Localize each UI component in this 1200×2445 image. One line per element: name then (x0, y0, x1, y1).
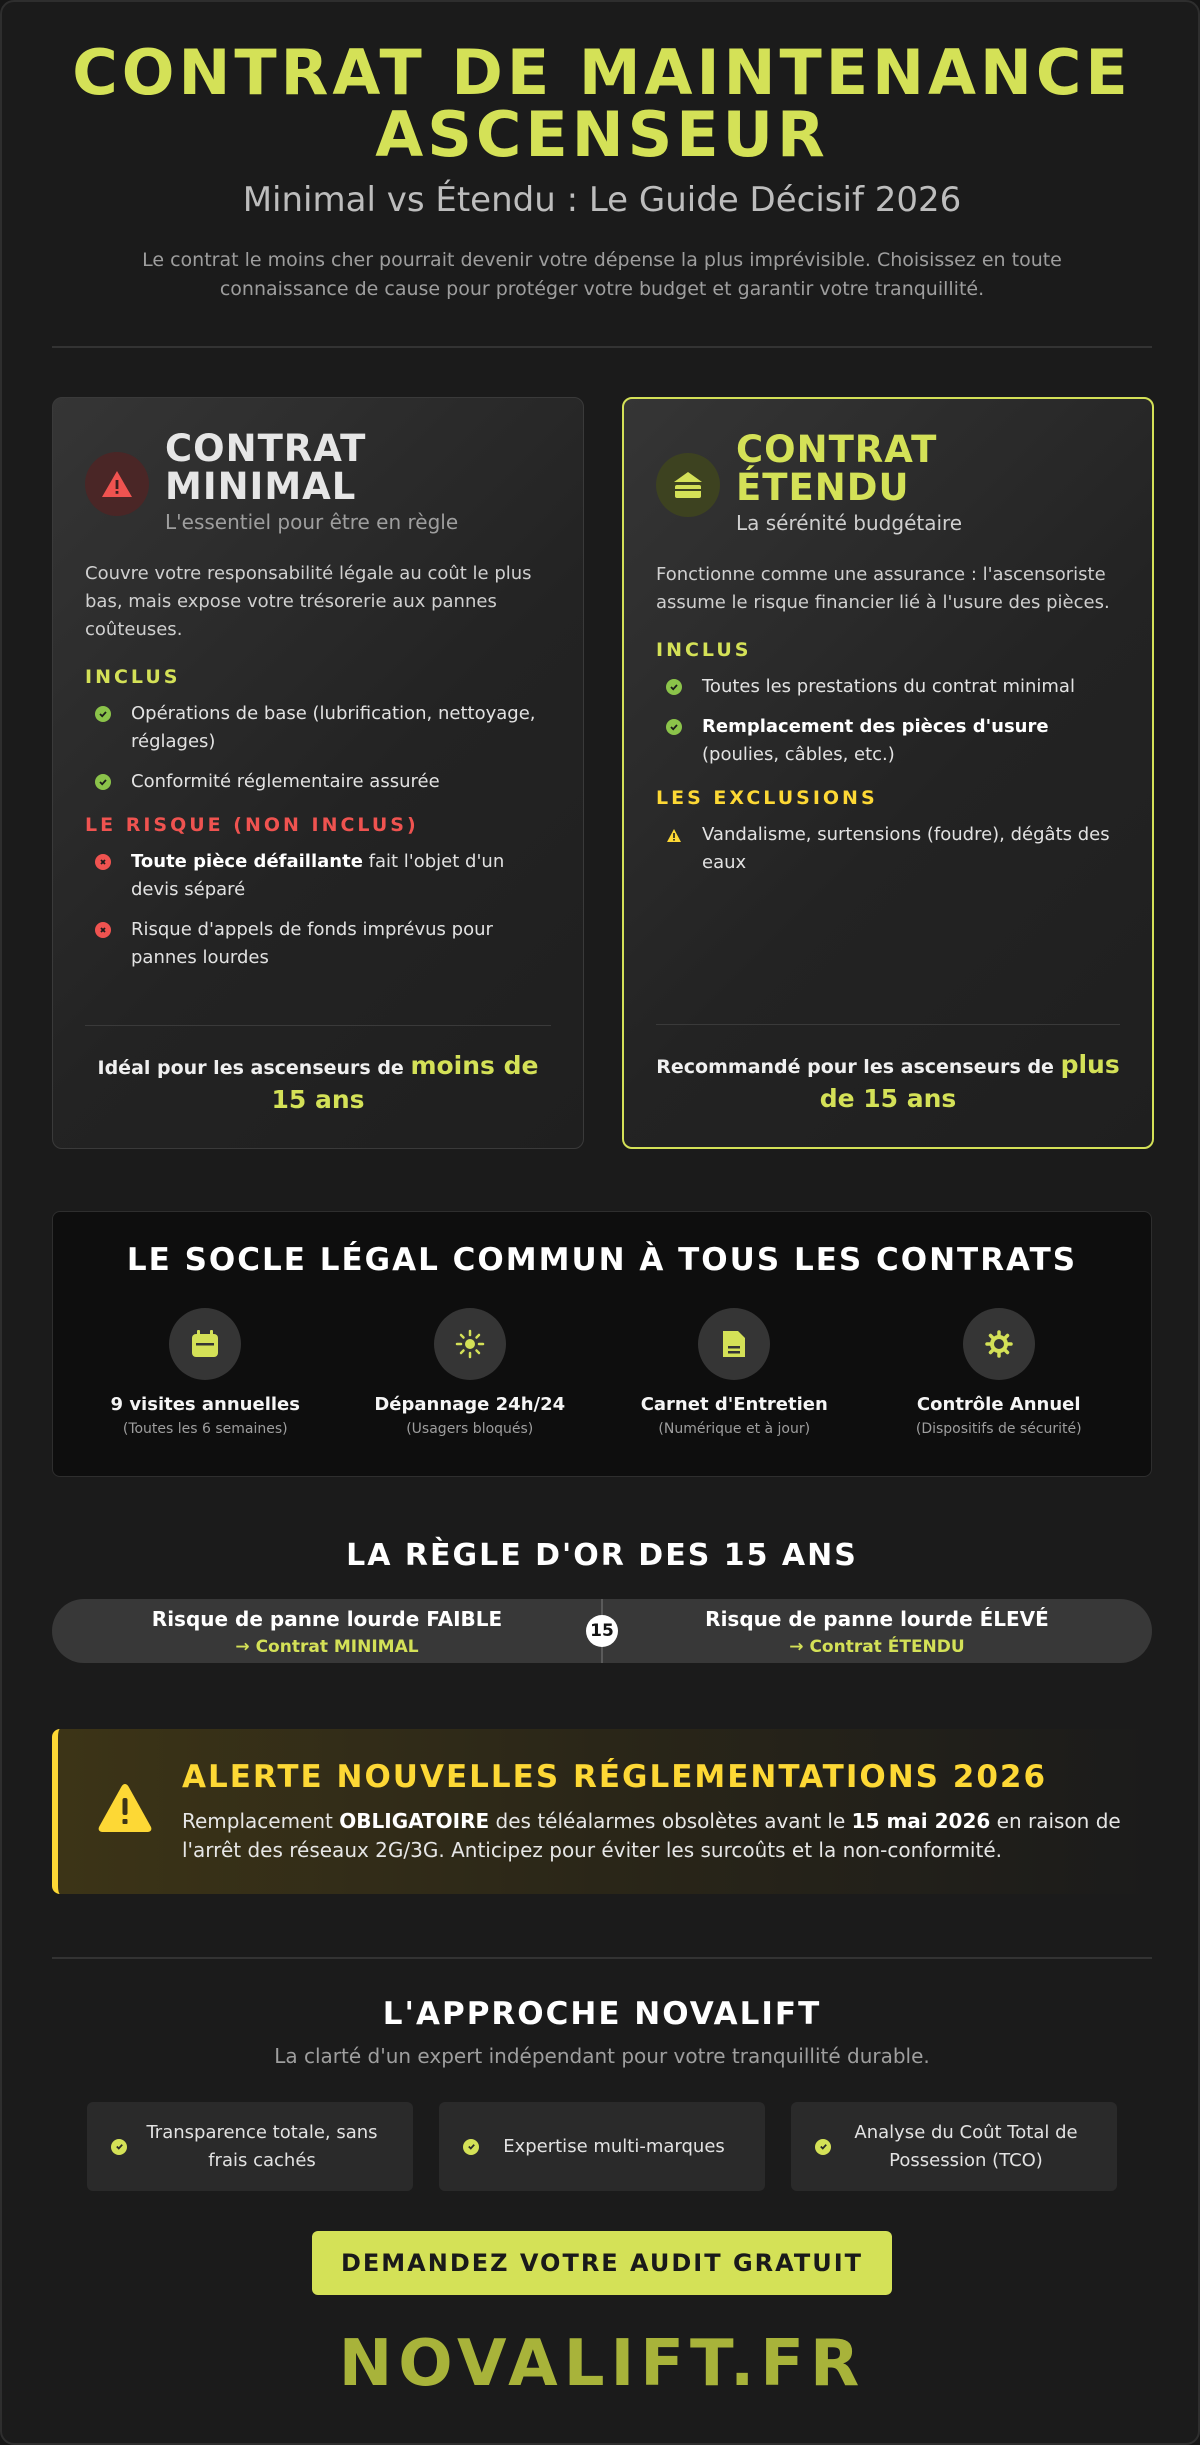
page-title (52, 36, 1152, 171)
brand-logo: NOVALIFT.FR (338, 2327, 866, 2401)
risk-heading: LE RISQUE (NON INCLUS) (85, 814, 419, 836)
list-item: Toutes les prestations du contrat minimal (656, 673, 1120, 701)
included-list (85, 700, 551, 796)
page-subtitle: Minimal vs Étendu : Le Guide Décisif 2026 (242, 180, 962, 220)
card-description: Fonctionne comme une assurance : l'ascensoriste assume le risque financier lié à l'usure des pièces. (656, 564, 1110, 613)
divider (52, 1957, 1152, 1959)
check-icon (111, 2139, 127, 2155)
list-item: Toute pièce défaillante fait l'objet d'un devis séparé (85, 848, 551, 904)
feature-pill: Analyse du Coût Total de Possession (TCO) (791, 2102, 1117, 2191)
check-icon (815, 2139, 831, 2155)
age-badge: 15 (586, 1615, 618, 1647)
included-heading: INCLUS (85, 666, 181, 688)
rule-bar (52, 1599, 1152, 1663)
title-line-1: CONTRAT DE MAINTENANCE (72, 36, 1132, 109)
rule-right: Risque de panne lourde ÉLEVÉ → Contrat ÉTENDU (705, 1607, 1049, 1657)
list-item: Vandalisme, surtensions (foudre), dégâts des eaux (656, 821, 1120, 877)
list-item: Remplacement des pièces d'usure (poulies, câbles, etc.) (656, 713, 1120, 769)
legal-item: 9 visites annuelles (Toutes les 6 semaines) (85, 1308, 325, 1437)
exclusions-list (656, 821, 1120, 877)
hero (52, 36, 1152, 304)
document-icon (698, 1308, 770, 1380)
warning-icon (666, 827, 682, 843)
warning-triangle-icon (96, 1781, 154, 1839)
section-title: LE SOCLE LÉGAL COMMUN À TOUS LES CONTRATS (126, 1242, 1078, 1278)
section-title: LA RÈGLE D'OR DES 15 ANS (346, 1538, 858, 1573)
calendar-icon (169, 1308, 241, 1380)
list-item: Conformité réglementaire assurée (85, 768, 551, 796)
legal-item: Carnet d'Entretien (Numérique et à jour) (614, 1308, 854, 1437)
x-icon (95, 854, 111, 870)
alert-title: ALERTE NOUVELLES RÉGLEMENTATIONS 2026 (182, 1759, 1048, 1795)
sun-alert-icon (434, 1308, 506, 1380)
risk-list (85, 848, 551, 972)
x-icon (95, 922, 111, 938)
section-title: L'APPROCHE NOVALIFT (382, 1996, 822, 2032)
check-icon (463, 2139, 479, 2155)
card-minimal (52, 397, 584, 1149)
regulation-alert (52, 1729, 1152, 1894)
card-tagline: La sérénité budgétaire (736, 511, 963, 535)
feature-pill: Expertise multi-marques (439, 2102, 765, 2191)
card-extended (622, 397, 1154, 1149)
alert-text: Remplacement OBLIGATOIRE des téléalarmes obsolètes avant le 15 mai 2026 en raison de l'arrêt des réseaux 2G/3G. Anticipez pour éviter les surcoûts et la non-conformité. (182, 1809, 1121, 1862)
card-tagline: L'essentiel pour être en règle (165, 510, 459, 534)
legal-item: Dépannage 24h/24 (Usagers bloqués) (350, 1308, 590, 1437)
legal-base-section (52, 1211, 1152, 1477)
list-item: Opérations de base (lubrification, nettoyage, réglages) (85, 700, 551, 756)
card-footer: Idéal pour les ascenseurs de moins de 15 ans (85, 1025, 551, 1118)
lead-text: Le contrat le moins cher pourrait devenir votre dépense la plus imprévisible. Choisissez en toute connaissance de cause pour protéger votre budget et garantir votre tranquillité. (142, 249, 1062, 300)
check-icon (666, 719, 682, 735)
gear-check-icon (963, 1308, 1035, 1380)
audit-cta-button[interactable]: DEMANDEZ VOTRE AUDIT GRATUIT (312, 2231, 892, 2295)
card-title: CONTRAT ÉTENDU (736, 428, 938, 509)
legal-item: Contrôle Annuel (Dispositifs de sécurité) (879, 1308, 1119, 1437)
title-line-2: ASCENSEUR (375, 98, 829, 171)
warning-triangle-icon (85, 452, 149, 516)
included-heading: INCLUS (656, 639, 752, 661)
included-list (656, 673, 1120, 769)
check-icon (666, 679, 682, 695)
feature-pill: Transparence totale, sans frais cachés (87, 2102, 413, 2191)
rule-left: Risque de panne lourde FAIBLE → Contrat MINIMAL (151, 1607, 503, 1657)
card-footer: Recommandé pour les ascenseurs de plus de 15 ans (656, 1024, 1120, 1117)
card-title: CONTRAT MINIMAL (165, 427, 367, 508)
shield-home-icon (656, 453, 720, 517)
check-icon (95, 706, 111, 722)
check-icon (95, 774, 111, 790)
card-description: Couvre votre responsabilité légale au coût le plus bas, mais expose votre trésorerie aux pannes coûteuses. (85, 563, 532, 640)
divider (52, 346, 1152, 348)
exclusions-heading: LES EXCLUSIONS (656, 787, 878, 809)
approach-section (52, 1996, 1152, 2401)
list-item: Risque d'appels de fonds imprévus pour pannes lourdes (85, 916, 551, 972)
golden-rule-section (52, 1538, 1152, 1663)
section-subtitle: La clarté d'un expert indépendant pour votre tranquillité durable. (274, 2044, 930, 2068)
